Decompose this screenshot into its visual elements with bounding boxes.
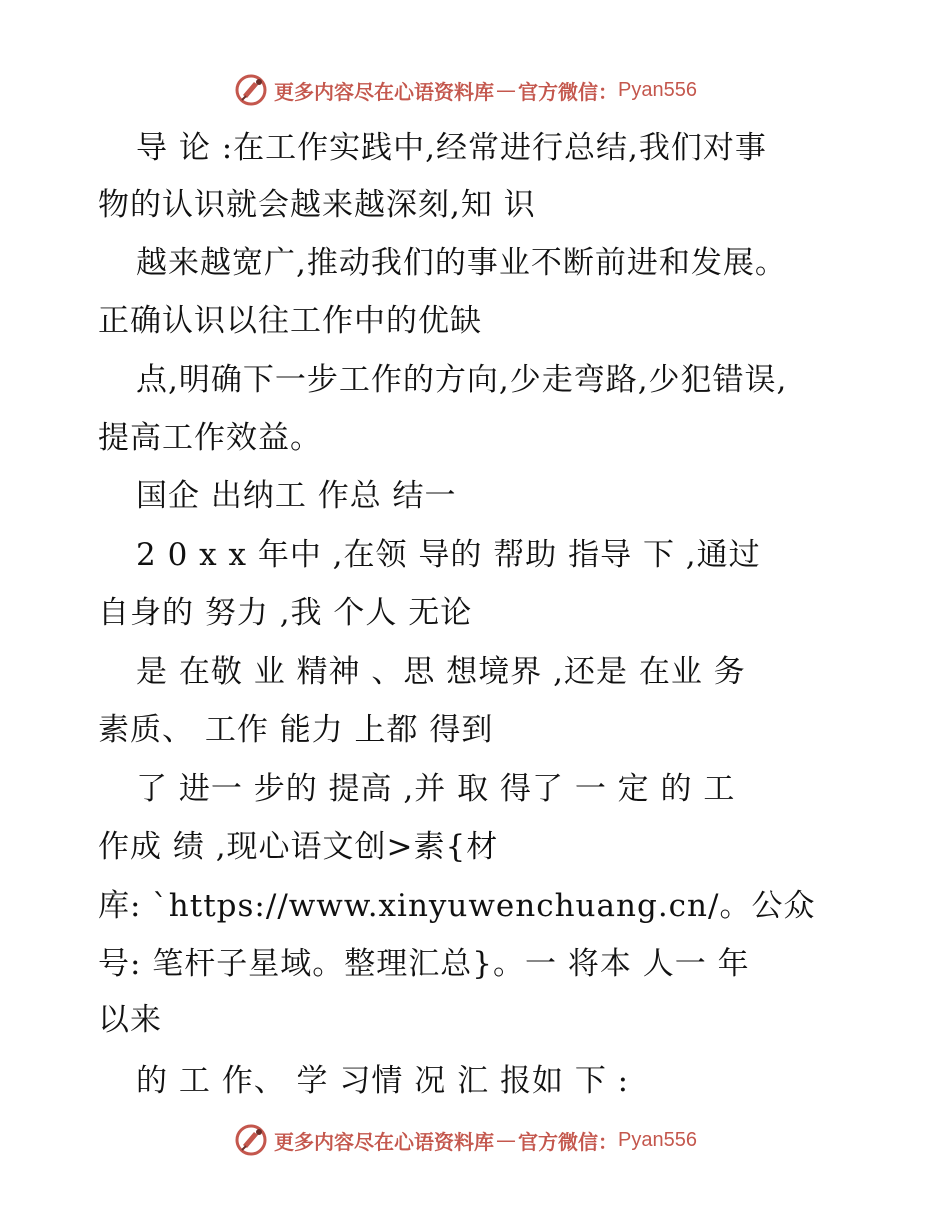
body-line-11: 素质、 工作 能力 上都 得到	[98, 712, 494, 748]
body-line-5: 点,明确下一步工作的方向,少走弯路,少犯错误,	[136, 362, 788, 398]
body-line-8: 2 0 x x 年中 ,在领 导的 帮助 指导 下 ,通过	[136, 537, 761, 573]
footer-site-text: 更多内容尽在心语资料库	[274, 1129, 494, 1154]
body-line-9: 自身的 努力 ,我 个人 无论	[98, 595, 473, 631]
body-line-12: 了 进一 步的 提高 ,并 取 得了 一 定 的 工	[136, 771, 736, 807]
footer-banner	[234, 1120, 754, 1160]
body-line-17: 的 工 作、 学 习情 况 汇 报如 下 :	[136, 1063, 630, 1099]
header-site-text: 更多内容尽在心语资料库	[274, 79, 494, 104]
body-line-3: 越来越宽广,推动我们的事业不断前进和发展。	[136, 245, 787, 281]
body-line-4: 正确认识以往工作中的优缺	[98, 303, 482, 339]
body-line-6: 提高工作效益。	[98, 420, 322, 456]
body-line-2: 物的认识就会越来越深刻,知 识	[98, 187, 536, 223]
header-dash: —	[496, 78, 516, 102]
footer-dash: —	[496, 1128, 516, 1152]
brand-logo-icon	[234, 1123, 268, 1157]
body-line-16: 以来	[98, 1002, 162, 1038]
brand-logo-icon	[234, 73, 268, 107]
body-line-7: 国企 出纳工 作总 结一	[136, 478, 457, 514]
body-line-10: 是 在敬 业 精神 、思 想境界 ,还是 在业 务	[136, 654, 746, 690]
body-line-13: 作成 绩 ,现心语文创>素{材	[98, 829, 499, 865]
body-line-14: 库: `https://www.xinyuwenchuang.cn/。公众	[98, 888, 816, 924]
header-official-label: 官方微信：	[518, 79, 618, 104]
header-banner	[234, 70, 754, 110]
footer-account-id: Pyan556	[618, 1128, 697, 1151]
body-line-15: 号: 笔杆子星域。整理汇总}。一 将本 人一 年	[98, 946, 750, 982]
footer-official-label: 官方微信：	[518, 1129, 618, 1154]
body-line-1: 导 论 :在工作实践中,经常进行总结,我们对事	[136, 130, 767, 166]
header-account-id: Pyan556	[618, 78, 697, 101]
